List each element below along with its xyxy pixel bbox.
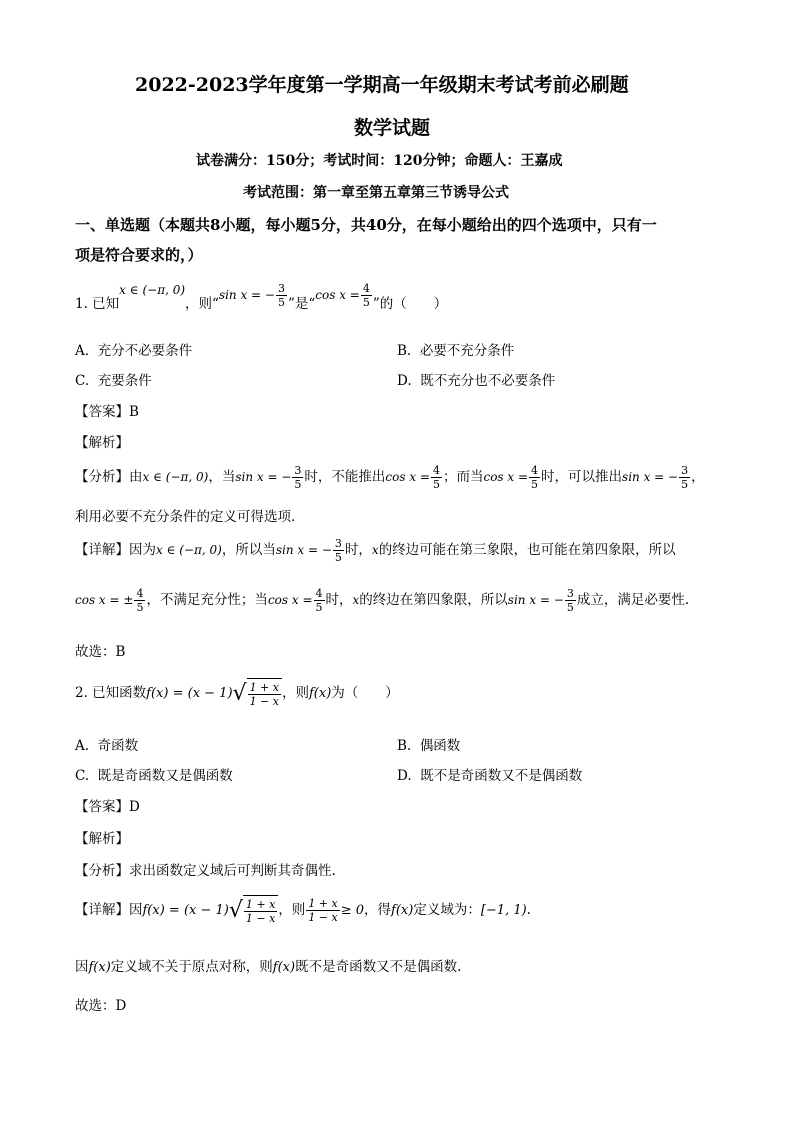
q1-sin-den: 5 xyxy=(277,295,285,309)
q1-condition: x ∈ (−π, 0) xyxy=(119,283,186,297)
q1-option-d: D. 既不充分也不必要条件 xyxy=(397,373,556,389)
q1-option-b: B. 必要不充分条件 xyxy=(397,343,515,359)
q2-option-b: B. 偶函数 xyxy=(397,738,461,754)
section-heading-line2: 项是符合要求的，） xyxy=(75,246,203,264)
q2-option-a: A. 奇函数 xyxy=(75,738,139,754)
q1-option-a: A. 充分不必要条件 xyxy=(75,343,193,359)
q1-fenxi-line1: 【分析】由x ∈ (−π, 0)，当sin x = − $\frac{3}{5}$ 时，不能推出cos x = $\frac{4}{5}$ ；而当cos x = $\frac{4}{5}$ 时，可以推出sin x = − $\frac{3}{5}$ ， xyxy=(75,464,705,491)
q1-answer: 【答案】B xyxy=(75,404,139,420)
exam-scope: 考试范围：第一章至第五章第三节诱导公式 xyxy=(243,185,509,201)
q2-option-c: C. 既是奇函数又是偶函数 xyxy=(75,768,233,784)
q2-fenxi: 【分析】求出函数定义域后可判断其奇偶性. xyxy=(75,863,336,879)
q2-option-d: D. 既不是奇函数又不是偶函数 xyxy=(397,768,583,784)
q1-xiangjie-line1: 【详解】因为x ∈ (−π, 0)，所以当sin x = − $\frac{3}{5}$ 时，x的终边可能在第三象限，也可能在第四象限，所以 xyxy=(75,537,676,564)
q2-xiangjie-line2: 因f(x)定义域不关于原点对称，则f(x)既不是奇函数又不是偶函数. xyxy=(75,959,462,975)
subject-title: 数学试题 xyxy=(354,117,431,139)
q1-cos-den: 5 xyxy=(362,295,370,309)
q2-answer: 【答案】D xyxy=(75,799,140,815)
question-2-stem: 2. 已知函数f(x) = (x − 1)√ $\frac{1 + x}{1 - x}$ ，则f(x)为（ ） xyxy=(75,678,399,709)
q1-xiangjie-line2: cos x = ± $\frac{4}{5}$ ，不满足充分性；当cos x = $\frac{4}{5}$ 时，x的终边在第四象限，所以sin x = − $\frac{3}{5}$ 成立，满足必要性. xyxy=(75,587,690,614)
q1-cos-lhs: cos x = xyxy=(315,287,360,302)
exam-info: 试卷满分：150分；考试时间：120分钟；命题人：王嘉成 xyxy=(196,153,563,169)
question-1-stem xyxy=(75,281,448,325)
q2-xiangjie-line1: 【详解】因f(x) = (x − 1)√ $\frac{1 + x}{1 - x}$ ，则 $\frac{1 + x}{1 - x}$ ≥ 0，得f(x)定义域为：[−1, 1). xyxy=(75,897,531,925)
q1-text-1: ，则“ xyxy=(185,296,219,312)
q1-sin-lhs: sin x = − xyxy=(218,287,275,302)
document-title: 2022-2023学年度第一学期高一年级期末考试考前必刷题 xyxy=(135,74,629,96)
q1-option-c: C. 充要条件 xyxy=(75,373,152,389)
q1-number: 1. 已知 xyxy=(75,296,120,312)
q2-analysis-tag: 【解析】 xyxy=(75,831,129,847)
q1-analysis-tag: 【解析】 xyxy=(75,435,129,451)
q1-text-3: ”的（ ） xyxy=(372,296,448,312)
q1-fenxi-line2: 利用必要不充分条件的定义可得选项． xyxy=(75,509,305,525)
section-heading-line1: 一、单选题（本题共8小题，每小题5分，共40分，在每小题给出的四个选项中，只有一 xyxy=(75,216,657,234)
q1-sin-num: 3 xyxy=(277,281,285,295)
q1-cos-num: 4 xyxy=(362,281,370,295)
q2-choice: 故选：D xyxy=(75,998,127,1014)
q1-text-2: ”是“ xyxy=(287,296,316,312)
q1-choice: 故选：B xyxy=(75,644,126,660)
